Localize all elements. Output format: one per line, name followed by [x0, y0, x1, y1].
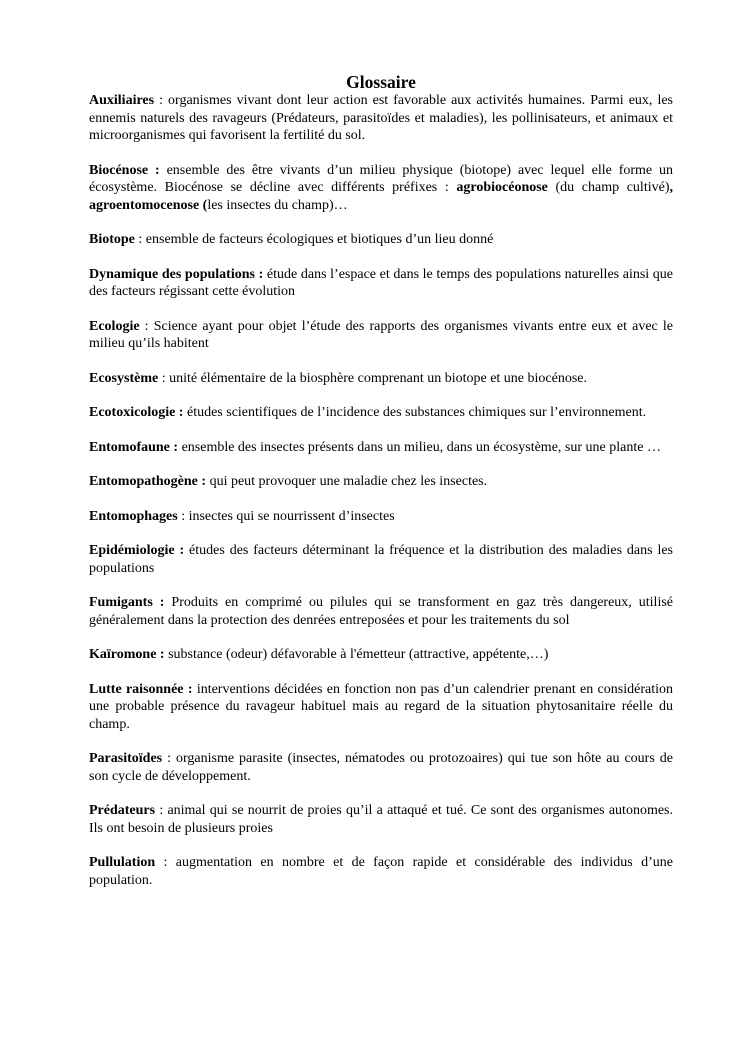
glossary-entry — [89, 231, 673, 249]
glossary-definition: Produits en comprimé ou pilules qui se transforment en gaz très dangereux, utilisé généralement dans la protection des denrées entreposées et pour les traitements du sol — [89, 595, 674, 628]
glossary-term: Prédateurs — [89, 803, 156, 818]
term-separator: : — [158, 370, 170, 386]
glossary-entry — [89, 266, 673, 301]
glossary-term: Lutte raisonnée : — [89, 681, 193, 697]
glossary-definition-part: les insectes du champ)… — [207, 197, 348, 213]
glossary-definition: études des facteurs déterminant la fréquence et la distribution des maladies dans les populations — [89, 543, 674, 576]
glossary-entry — [89, 802, 673, 837]
glossary-term: Kaïromone : — [89, 647, 165, 662]
glossary-term: Auxiliaires — [89, 93, 155, 108]
term-separator — [160, 163, 167, 178]
glossary-term: Entomofaune : — [89, 439, 179, 455]
glossary-entry — [89, 750, 673, 785]
glossary-term: Ecotoxicologie : — [89, 405, 184, 420]
glossary-definition: unité élémentaire de la biosphère comprenant un biotope et une biocénose. — [169, 370, 587, 386]
glossary-entry — [89, 404, 673, 422]
glossary-definition: augmentation en nombre et de façon rapide et considérable des individus d’une population. — [89, 855, 674, 888]
glossary-definition: organisme parasite (insectes, nématodes ou protozoaires) qui tue son hôte au cours de son cycle de développement. — [89, 751, 673, 784]
glossary-entry — [89, 854, 673, 889]
glossary-definition: qui peut provoquer une maladie chez les insectes. — [209, 474, 488, 489]
glossary-entry — [89, 473, 673, 491]
glossary-term: Ecosystème — [89, 370, 159, 386]
glossary-term: Entomopathogène : — [89, 474, 207, 489]
glossary-subterm: agrobiocéonose — [456, 180, 548, 195]
glossary-entry — [89, 646, 673, 664]
term-separator: : — [155, 803, 168, 818]
term-separator: : — [154, 93, 169, 108]
glossary-definition: ensemble des insectes présents dans un milieu, dans un écosystème, sur une plante … — [181, 439, 661, 455]
glossary-definition: animal qui se nourrit de proies qu’il a attaqué et tué. Ce sont des organismes autonomes. Ils ont besoin de plusieurs proies — [89, 803, 673, 836]
term-separator: : — [155, 855, 176, 870]
glossary-term: Epidémiologie : — [89, 543, 185, 558]
glossary-entry — [89, 508, 673, 526]
glossary-entry — [89, 92, 673, 145]
glossary-definition: insectes qui se nourrissent d’insectes — [188, 508, 395, 524]
glossary-entry — [89, 318, 673, 353]
term-separator: : — [162, 751, 176, 766]
glossary-definition: étude dans l’espace et dans le temps des populations naturelles ainsi que des facteurs régissant cette évolution — [89, 266, 674, 299]
term-separator: : — [134, 232, 146, 247]
glossary-term: Fumigants : — [89, 595, 165, 610]
glossary-term: Biotope — [89, 232, 135, 247]
glossary-term: Dynamique des populations : — [89, 266, 264, 282]
glossary-entry — [89, 439, 673, 457]
glossary-definition-part: (du champ cultivé) — [547, 180, 670, 195]
glossary-definition: études scientifiques de l’incidence des substances chimiques sur l’environnement. — [186, 405, 647, 420]
glossary-definition: ensemble de facteurs écologiques et biotiques d’un lieu donné — [145, 232, 494, 247]
glossary-entry — [89, 162, 673, 215]
glossary-term: Parasitoïdes — [89, 751, 163, 766]
glossary-definition: organismes vivant dont leur action est favorable aux activités humaines. Parmi eux, les ennemis naturels des ravageurs (Prédateurs, parasitoïdes et maladies), les pollinisateurs, et animaux et microorganismes qui favorisent la fertilité du sol. — [89, 93, 674, 143]
glossary-term: Pullulation — [89, 855, 156, 870]
term-separator: : — [139, 318, 154, 334]
glossary-definition: ensemble des être vivants d’un milieu physique (biotope) avec lequel elle forme un écosystème. Biocénose se décline avec différents préfixes : — [89, 162, 674, 195]
glossary-entry — [89, 370, 673, 388]
glossary-definition: substance (odeur) défavorable à l'émetteur (attractive, appétente,…) — [168, 647, 549, 662]
glossary-definition: Science ayant pour objet l’étude des rapports des organismes vivants entre eux et avec le milieu qu’ils habitent — [89, 318, 673, 351]
glossary-term: Entomophages — [89, 508, 178, 524]
glossary-definition: interventions décidées en fonction non pas d’un calendrier prenant en considération une probable présence du ravageur habituel mais au regard de la situation phytosanitaire réelle du champ. — [89, 681, 673, 732]
glossary-entry — [89, 681, 673, 734]
glossary-term: Biocénose : — [89, 162, 160, 178]
glossary-entry — [89, 594, 673, 629]
glossary-term: Ecologie — [89, 318, 140, 334]
glossary-entry — [89, 542, 673, 577]
glossary-subterm: , agroentomocenose ( — [89, 180, 673, 213]
term-separator: : — [177, 508, 189, 524]
glossary-list — [89, 92, 673, 906]
page-title: Glossaire — [346, 72, 416, 92]
